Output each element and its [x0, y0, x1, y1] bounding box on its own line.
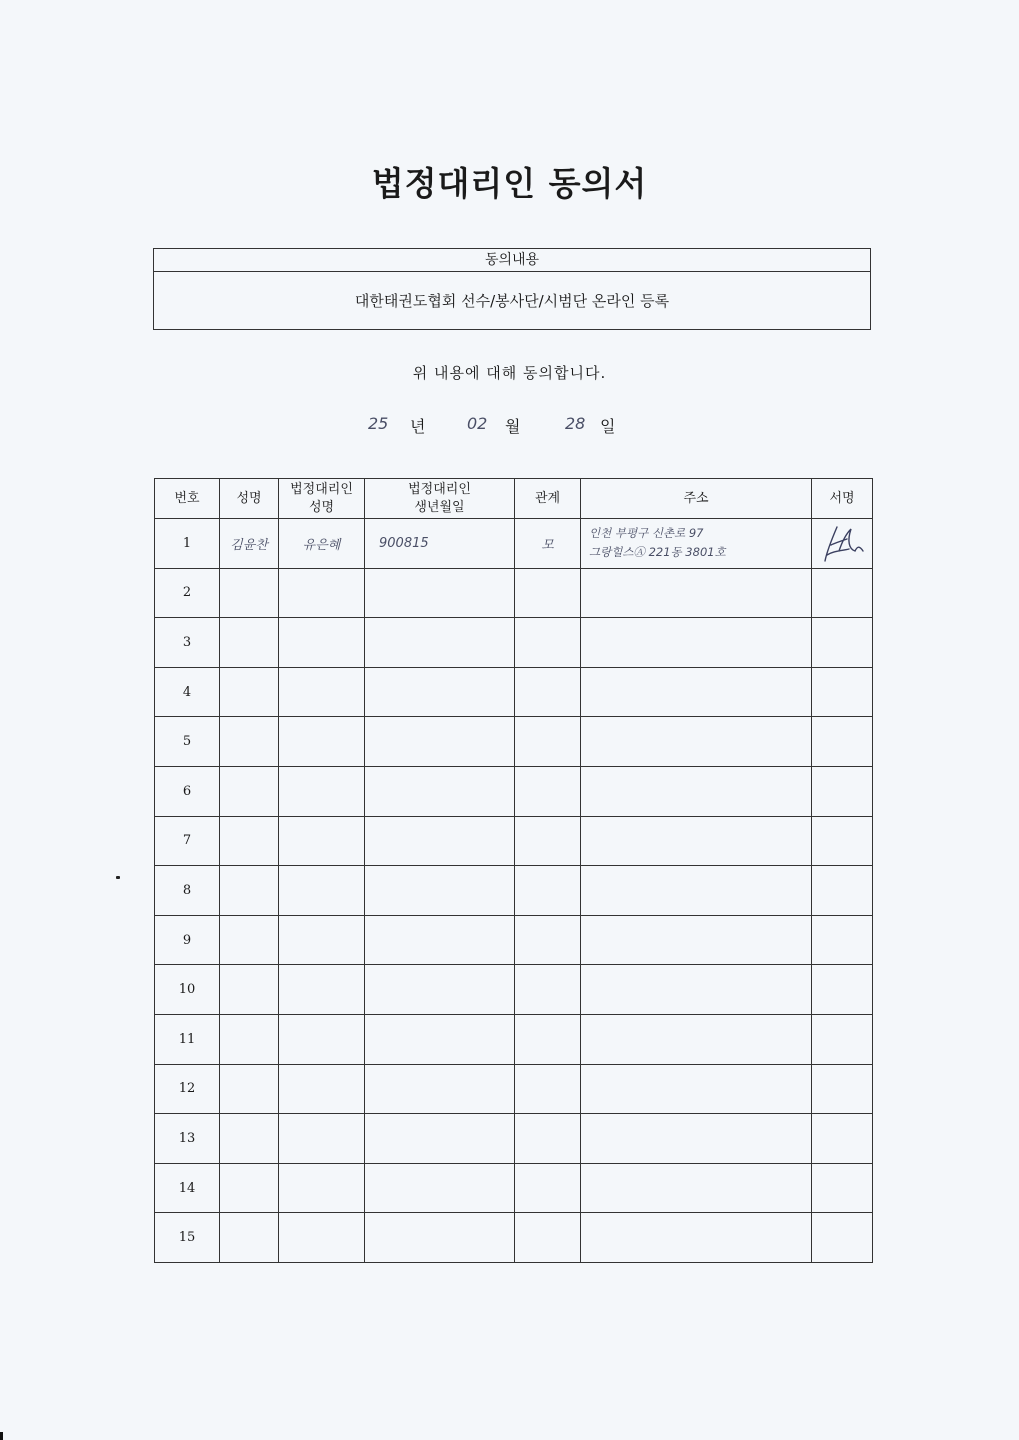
- table-row: [155, 1114, 873, 1164]
- row-number: 7: [155, 816, 220, 866]
- date-month-unit: 월: [505, 417, 521, 436]
- cell-guardian-birth: 900815: [365, 519, 515, 569]
- cell-name: 김윤찬: [220, 519, 279, 569]
- table-row: [155, 1064, 873, 1114]
- table-row: [155, 1213, 873, 1263]
- date-month: 02: [467, 414, 488, 433]
- scan-edge-mark: [0, 1432, 3, 1440]
- table-row: [155, 866, 873, 916]
- table-row: [155, 717, 873, 767]
- row-number: 10: [155, 965, 220, 1015]
- date-year-unit: 년: [410, 417, 426, 436]
- table-row: [155, 965, 873, 1015]
- row-number: 3: [155, 618, 220, 668]
- row-number: 5: [155, 717, 220, 767]
- row-number: 8: [155, 866, 220, 916]
- row-number: 14: [155, 1163, 220, 1213]
- row-number: 9: [155, 915, 220, 965]
- row-number: 6: [155, 766, 220, 816]
- header-guardian-name: 법정대리인 성명: [279, 479, 365, 519]
- date-day: 28: [565, 414, 586, 433]
- date-line: [0, 414, 1019, 444]
- header-signature: 서명: [812, 479, 873, 519]
- handwritten-signature: [817, 521, 867, 565]
- header-relation: 관계: [515, 479, 581, 519]
- row-number: 15: [155, 1213, 220, 1263]
- table-row: [155, 816, 873, 866]
- table-row: [155, 667, 873, 717]
- cell-relation: 모: [515, 519, 581, 569]
- consent-box: [153, 248, 871, 330]
- row-number: 12: [155, 1064, 220, 1114]
- table-row: [155, 915, 873, 965]
- document-title: 법정대리인 동의서: [371, 164, 648, 203]
- header-no: 번호: [155, 479, 220, 519]
- cell-signature: [812, 519, 873, 569]
- registration-table: [154, 478, 873, 1263]
- table-header-row: [155, 479, 873, 519]
- row-number: 4: [155, 667, 220, 717]
- cell-address: [581, 519, 812, 569]
- header-name: 성명: [220, 479, 279, 519]
- table-row: [155, 618, 873, 668]
- consent-header: 동의내용: [154, 249, 870, 272]
- header-address: 주소: [581, 479, 812, 519]
- table-row: [155, 519, 873, 569]
- address-line-2: 그랑힐스Ⓐ 221동 3801호: [589, 545, 726, 560]
- date-year: 25: [368, 414, 389, 433]
- table-row: [155, 1014, 873, 1064]
- row-number: 11: [155, 1014, 220, 1064]
- header-guardian-birth: 법정대리인 생년월일: [365, 479, 515, 519]
- table-row: [155, 1163, 873, 1213]
- address-line-1: 인천 부평구 신촌로 97: [589, 526, 704, 541]
- agree-statement: 위 내용에 대해 동의합니다.: [412, 364, 607, 382]
- row-number: 13: [155, 1114, 220, 1164]
- consent-body: 대한태권도협회 선수/봉사단/시범단 온라인 등록: [354, 292, 670, 310]
- cell-guardian-name: 유은혜: [279, 519, 365, 569]
- table-row: [155, 568, 873, 618]
- scan-speck: [116, 876, 120, 879]
- date-day-unit: 일: [600, 417, 616, 436]
- table-row: [155, 766, 873, 816]
- row-number: 2: [155, 568, 220, 618]
- row-number: 1: [155, 519, 220, 569]
